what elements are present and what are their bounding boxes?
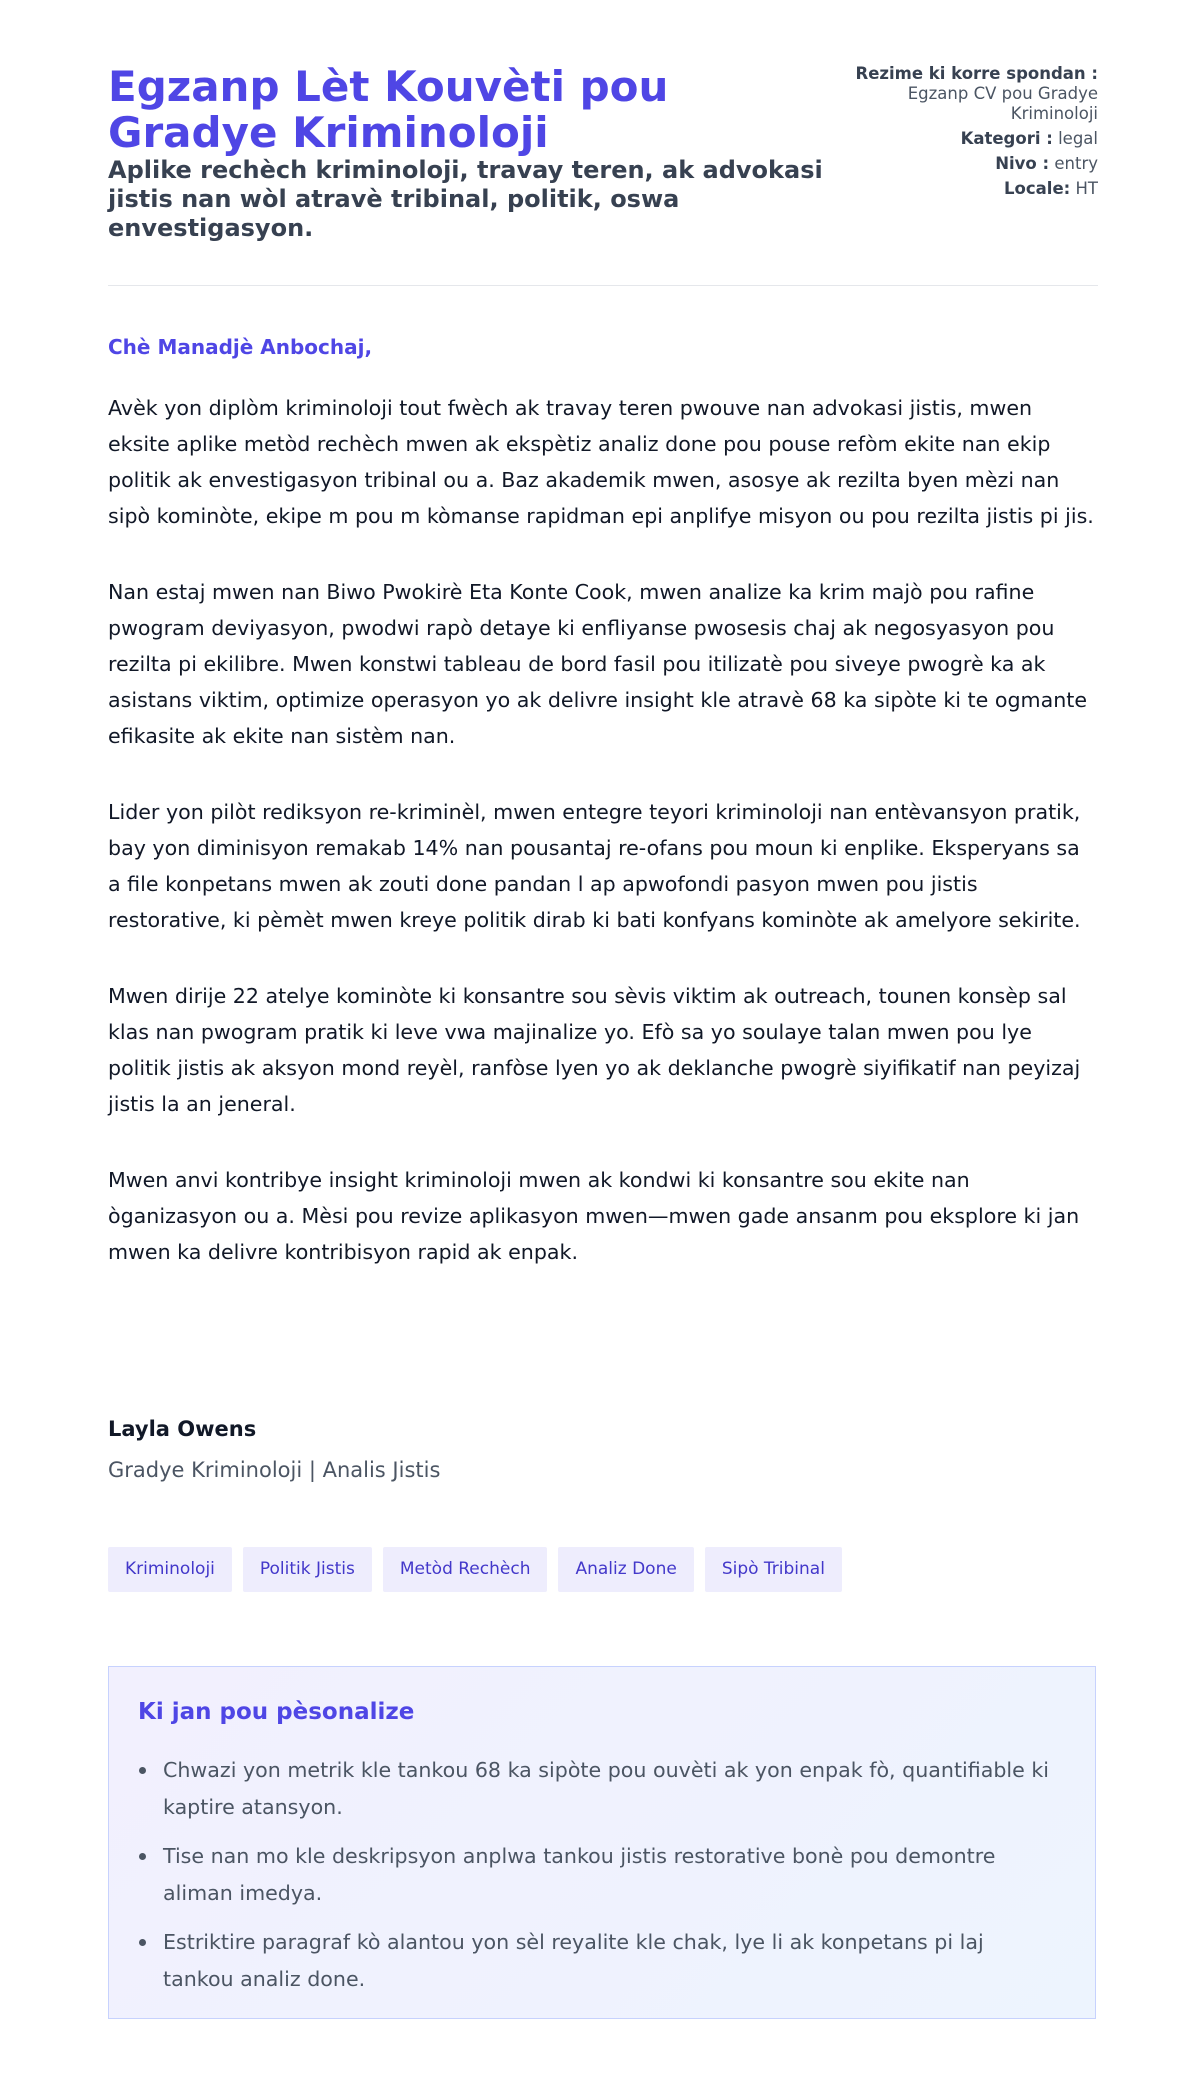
tag-kriminoloji: Kriminoloji <box>108 1547 232 1592</box>
bullet-icon <box>139 1939 146 1946</box>
letter-paragraph-3: Lider yon pilòt rediksyon re-kriminèl, mwen entegre teyori kriminoloji nan entèvansyon pratik, bay yon diminisyon remakab 14% nan pousantaj re-ofans pou moun ki enplike. Eksperyans sa a file konpetans mwen ak zouti done pandan l ap apwofondi pasyon mwen pou jistis restorative, ki pèmèt mwen kreye politik dirab ki bati konfyans kominòte ak amelyore sekirite. <box>108 800 1081 932</box>
tip-text: Tise nan mo kle deskripsyon anplwa tankou jistis restorative bonè pou demontre aliman imedya. <box>163 1844 996 1905</box>
meta-level-value: entry <box>1054 154 1098 173</box>
tag-analiz-done: Analiz Done <box>558 1547 693 1592</box>
meta-category-value: legal <box>1058 129 1098 148</box>
meta-locale <box>848 179 1098 199</box>
title-block <box>108 64 848 243</box>
tag-metod-rechech: Metòd Rechèch <box>383 1547 548 1592</box>
header-divider <box>108 285 1098 286</box>
page-subtitle: Aplike rechèch kriminoloji, travay teren, ak advokasi jistis nan wòl atravè tribinal, politik, oswa envestigasyon. <box>108 156 823 242</box>
tip-item <box>135 1924 1055 1998</box>
letter-body <box>108 390 1098 1310</box>
skill-tags <box>108 1547 853 1592</box>
signature-role: Gradye Kriminoloji | Analis Jistis <box>108 1458 441 1482</box>
meta-resume-label: Rezime ki korre spondan : <box>855 64 1098 83</box>
tip-item <box>135 1752 1055 1826</box>
meta-category <box>848 129 1098 149</box>
meta-locale-label: Locale: <box>1004 179 1071 198</box>
tip-text: Estriktire paragraf kò alantou yon sèl reyalite kle chak, lye li ak konpetans pi laj tankou analiz done. <box>163 1930 984 1991</box>
customization-tips-box <box>108 1666 1096 2019</box>
meta-locale-value: HT <box>1075 179 1098 198</box>
meta-level <box>848 154 1098 174</box>
letter-paragraph-5: Mwen anvi kontribye insight kriminoloji mwen ak kondwi ki konsantre sou ekite nan òganizasyon ou a. Mèsi pou revize aplikasyon mwen—mwen gade ansanm pou eksplore ki jan mwen ka delivre kontribisyon rapid ak enpak. <box>108 1168 1080 1264</box>
meta-level-label: Nivo : <box>995 154 1050 173</box>
tips-list <box>135 1752 1055 2010</box>
bullet-icon <box>139 1853 146 1860</box>
tips-title: Ki jan pou pèsonalize <box>138 1699 415 1725</box>
letter-paragraph-1: Avèk yon diplòm kriminoloji tout fwèch ak travay teren pwouve nan advokasi jistis, mwen eksite aplike metòd rechèch mwen ak ekspètiz analiz done pou pouse refòm ekite nan ekip politik ak envestigasyon tribinal ou a. Baz akademik mwen, asosye ak rezilta byen mèzi nan sipò kominòte, ekipe m pou m kòmanse rapidman epi anplifye misyon ou pou rezilta jistis pi jis. <box>108 396 1094 528</box>
signature-name: Layla Owens <box>108 1417 257 1441</box>
tip-item <box>135 1838 1055 1912</box>
meta-category-label: Kategori : <box>960 129 1053 148</box>
page-title: Egzanp Lèt Kouvèti pou Gradye Kriminoloji <box>108 62 669 157</box>
tag-politik-jistis: Politik Jistis <box>243 1547 372 1592</box>
bullet-icon <box>139 1767 146 1774</box>
meta-resume <box>848 64 1098 124</box>
tag-sipo-tribinal: Sipò Tribinal <box>705 1547 842 1592</box>
letter-salutation: Chè Manadjè Anbochaj, <box>108 335 373 359</box>
metadata-panel <box>848 64 1098 243</box>
letter-paragraph-2: Nan estaj mwen nan Biwo Pwokirè Eta Konte Cook, mwen analize ka krim majò pou rafine pwogram deviyasyon, pwodwi rapò detaye ki enfliyanse pwosesis chaj ak negosyasyon pou rezilta pi ekilibre. Mwen konstwi tableau de bord fasil pou itilizatè pou siveye pwogrè ka ak asistans viktim, optimize operasyon yo ak delivre insight kle atravè 68 ka sipòte ki te ogmante efikasite ak ekite nan sistèm nan. <box>108 580 1087 748</box>
letter-paragraph-4: Mwen dirije 22 atelye kominòte ki konsantre sou sèvis viktim ak outreach, tounen konsèp sal klas nan pwogram pratik ki leve vwa majinalize yo. Efò sa yo soulaye talan mwen pou lye politik jistis ak aksyon mond reyèl, ranfòse lyen yo ak deklanche pwogrè siyifikatif nan peyizaj jistis la an jeneral. <box>108 984 1081 1116</box>
document-header <box>108 64 1098 243</box>
meta-resume-value: Egzanp CV pou Gradye Kriminoloji <box>907 84 1098 123</box>
tip-text: Chwazi yon metrik kle tankou 68 ka sipòte pou ouvèti ak yon enpak fò, quantifiable ki kaptire atansyon. <box>163 1758 1049 1819</box>
